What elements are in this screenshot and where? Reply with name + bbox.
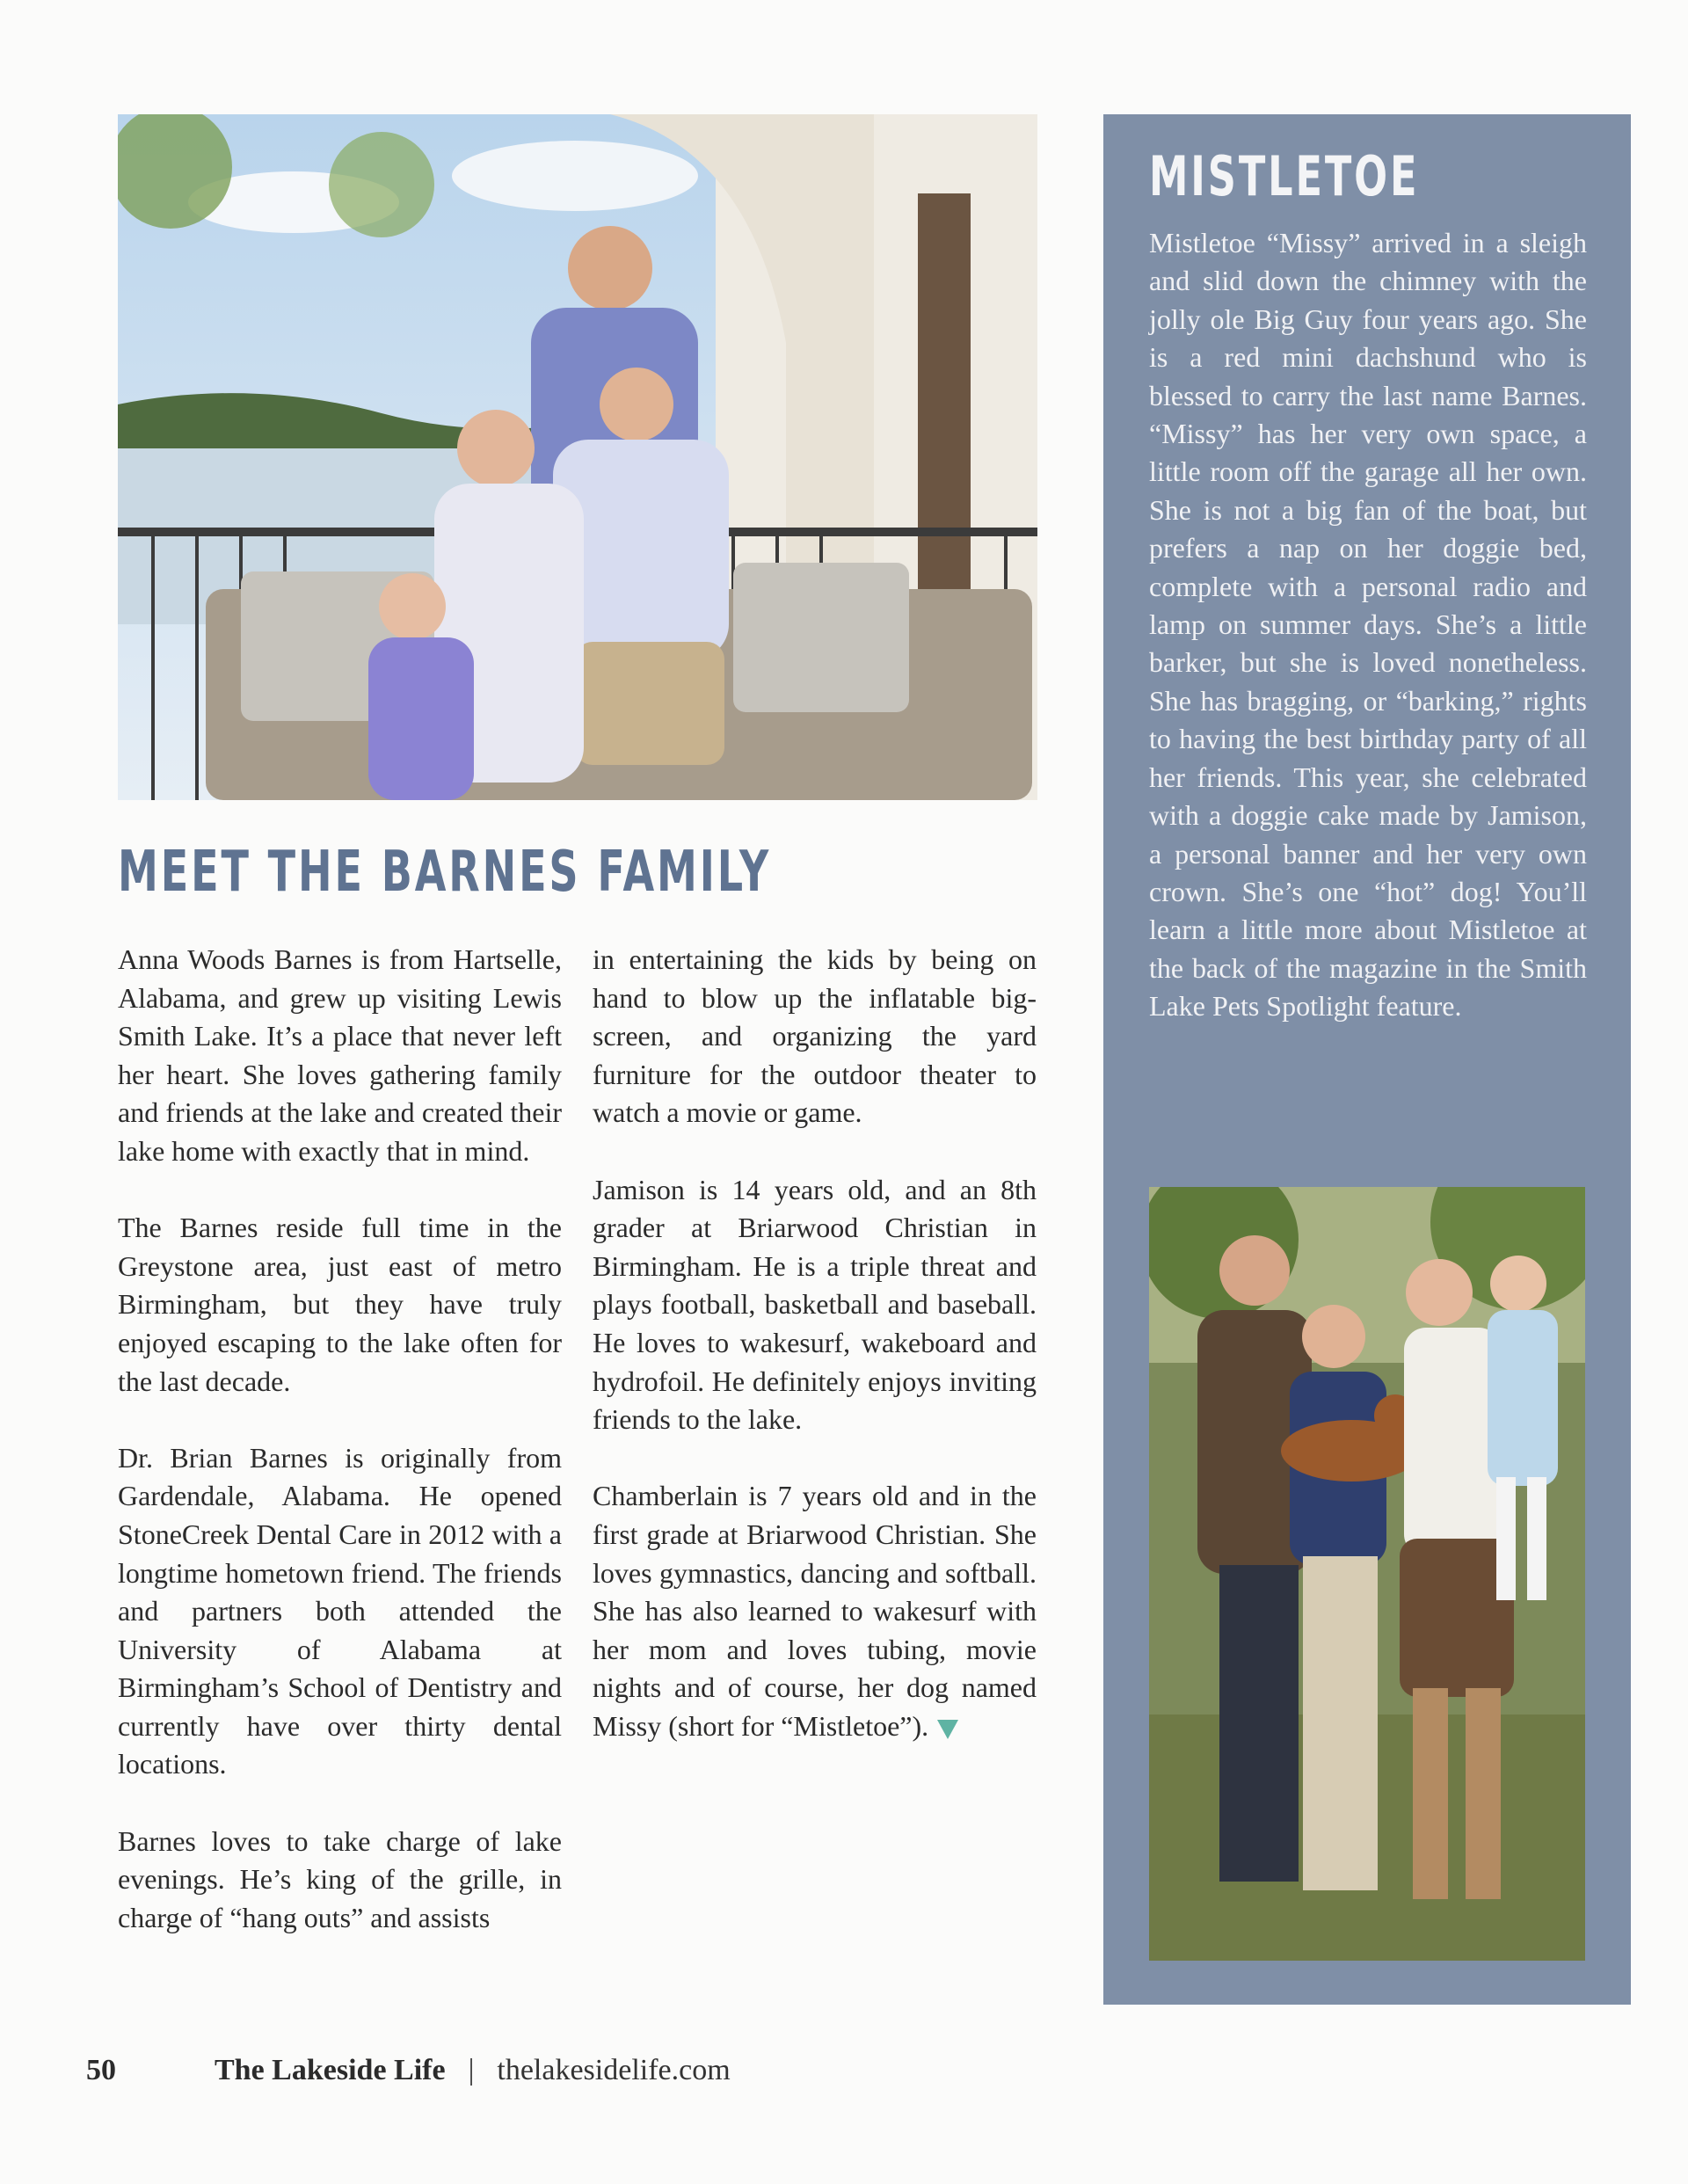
paragraph: in entertaining the kids by being on hand to blow up the inflatable big-screen, and organizing the yard furniture for the outdoor theater to watch a movie or game. — [593, 943, 1037, 1129]
paragraph-final — [593, 1477, 1037, 1745]
sidebar-text: Mistletoe “Missy” arrived in a sleigh and slid down the chimney with the jolly ole Big Guy four years ago. She is a red mini dachshund who is blessed to carry the last name Barnes. “Missy” has her very own space, a little room off the garage all her own. She is not a big fan of the boat, but prefers a nap on her doggie bed, complete with a personal radio and lamp on summer days. She’s a little barker, but she is loved nonetheless. She has bragging, or “barking,” rights to having the best birthday party of all her friends. This year, she celebrated with a doggie cake made by Jamison, a personal banner and her very own crown. She’s one “hot” dog! You’ll learn a little more about Mistletoe at the back of the magazine in the Smith Lake Pets Spotlight feature. — [1149, 227, 1587, 1023]
article-title: MEET THE BARNES FAMILY — [118, 840, 772, 905]
publication-name: The Lakeside Life — [215, 2054, 446, 2086]
paragraph: Dr. Brian Barnes is originally from Gardendale, Alabama. He opened StoneCreek Dental Care in 2012 with a longtime hometown friend. The friends and partners both attended the University of Alabama at Birmingham’s School of Dentistry and currently have over thirty dental locations. — [118, 1441, 562, 1780]
article-end-triangle-icon — [937, 1720, 958, 1739]
family-with-dog-photo — [1149, 1187, 1585, 1961]
page-footer — [86, 2053, 731, 2088]
article-column-right — [593, 941, 1037, 1784]
paragraph: Barnes loves to take charge of lake evenings. He’s king of the grille, in charge of “hang outs” and assists — [118, 1824, 562, 1933]
article-column-left — [118, 941, 562, 1976]
sidebar-title: MISTLETOE — [1149, 144, 1420, 208]
paragraph-text: Chamberlain is 7 years old and in the first grade at Briarwood Christian. She loves gymnastics, dancing and softball. She has also learned to wakesurf with her mom and loves tubing, movie nights and of course, her dog named Missy (short for “Mistletoe”). — [593, 1480, 1037, 1742]
mistletoe-sidebar — [1103, 114, 1631, 2005]
paragraph: Anna Woods Barnes is from Hartselle, Alabama, and grew up visiting Lewis Smith Lake. It’s a place that never left her heart. She loves gathering family and friends at the lake and created their lake home with exactly that in mind. — [118, 943, 562, 1167]
paragraph: Jamison is 14 years old, and an 8th grader at Briarwood Christian in Birmingham. He is a triple threat and plays football, basketball and baseball. He loves to wakesurf, wakeboard and hydrofoil. He definitely enjoys inviting friends to the lake. — [593, 1173, 1037, 1436]
footer-divider: | — [468, 2054, 475, 2086]
paragraph: The Barnes reside full time in the Greystone area, just east of metro Birmingham, but they have truly enjoyed escaping to the lake often for the last decade. — [118, 1212, 562, 1397]
page-number: 50 — [86, 2054, 116, 2086]
website-link[interactable]: thelakesidelife.com — [497, 2054, 731, 2086]
family-porch-photo — [118, 114, 1037, 800]
